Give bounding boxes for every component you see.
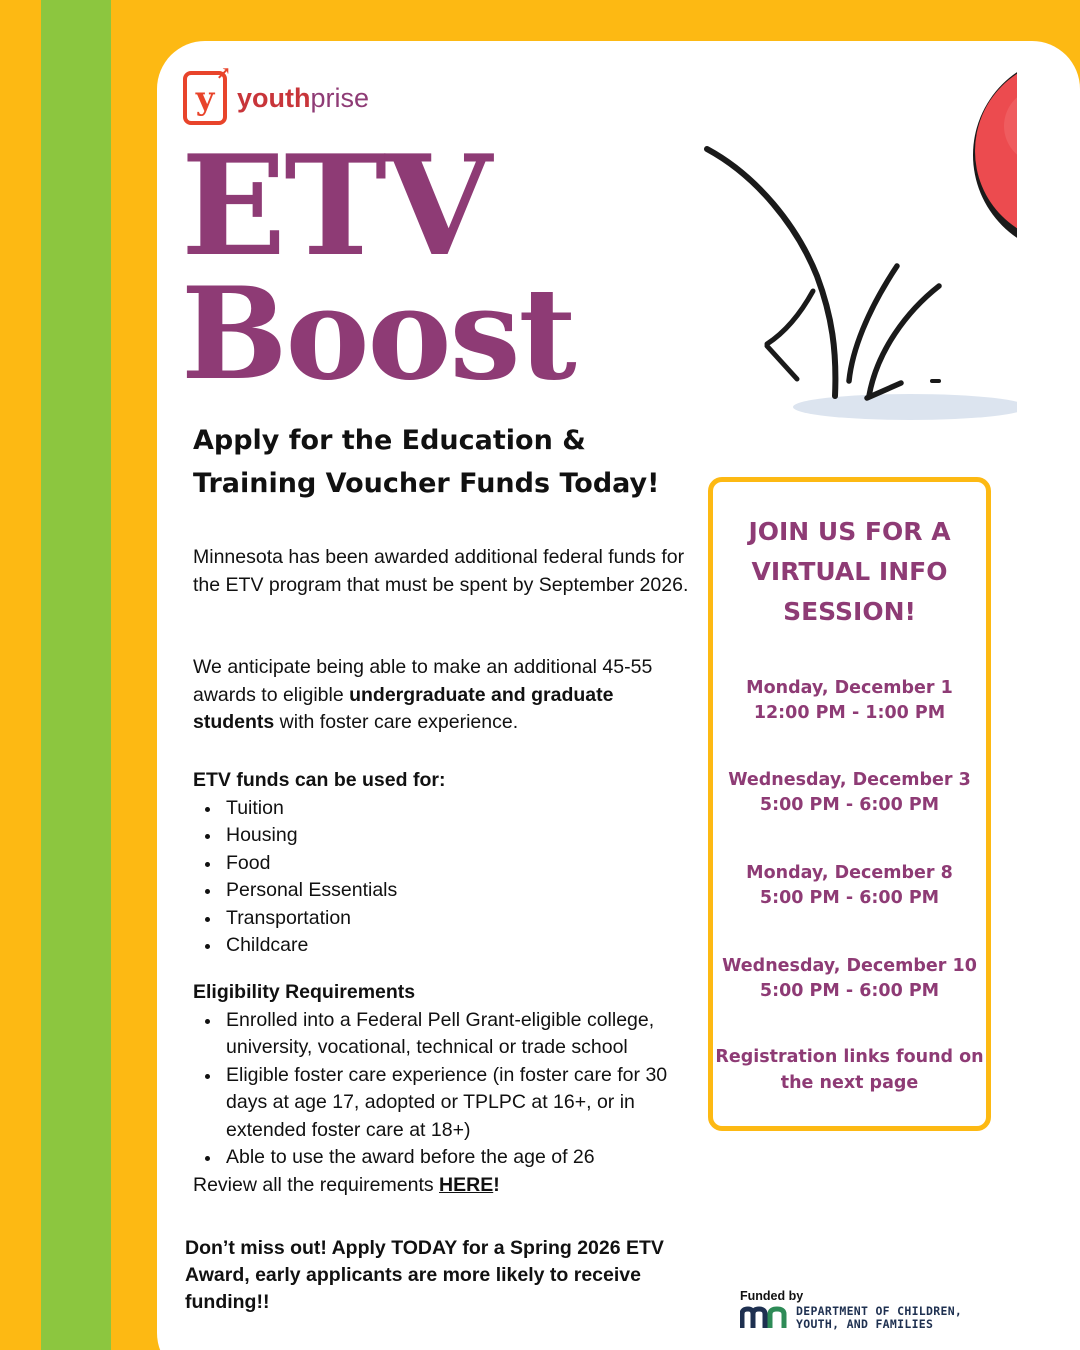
fund-uses-section (193, 767, 693, 960)
session-item: Wednesday, December 10 5:00 PM - 6:00 PM (722, 956, 977, 1001)
fund-uses-title: ETV funds can be used for: (193, 769, 446, 791)
fund-uses-list (193, 795, 693, 960)
call-to-action: Don’t miss out! Apply TODAY for a Spring 2026 ETV Award, early applicants are more likely to receive funding!! (185, 1237, 664, 1313)
funded-by-label: Funded by (740, 1289, 804, 1303)
review-requirements: Review all the requirements HERE! (193, 1173, 500, 1196)
list-item: Food (193, 850, 693, 878)
headline: Apply for the Education & Training Voucher Funds Today! (193, 425, 660, 499)
intro-paragraph: Minnesota has been awarded additional federal funds for the ETV program that must be spent by September 2026. (193, 546, 689, 596)
mn-state-logo-icon (740, 1306, 790, 1330)
list-item: Tuition (193, 795, 693, 823)
ball-shadow (793, 394, 1017, 420)
list-item: Transportation (193, 905, 693, 933)
flyer-card (157, 41, 1080, 1350)
list-item: Enrolled into a Federal Pell Grant-eligible college, university, vocational, technical or trade school (193, 1007, 703, 1062)
title-line-1: ETV (181, 124, 490, 287)
eligibility-section (193, 979, 703, 1199)
session-item: Wednesday, December 3 5:00 PM - 6:00 PM (728, 770, 971, 815)
list-item: Able to use the award before the age of 26 (193, 1144, 703, 1172)
department-name: DEPARTMENT OF CHILDREN, YOUTH, AND FAMILIES (796, 1304, 963, 1331)
title-line-2: Boost (181, 260, 575, 408)
green-stripe (41, 0, 111, 1350)
session-item: Monday, December 8 5:00 PM - 6:00 PM (746, 863, 953, 908)
list-item: Housing (193, 822, 693, 850)
session-item: Monday, December 1 12:00 PM - 1:00 PM (746, 678, 953, 723)
youthprise-logo-icon: y ↗ (183, 71, 227, 125)
logo-wordmark: youthprise (237, 82, 370, 113)
bouncing-ball-illustration (587, 61, 1017, 421)
eligibility-title: Eligibility Requirements (193, 981, 416, 1003)
list-item: Childcare (193, 932, 693, 960)
info-session-box (708, 477, 991, 1131)
requirements-link[interactable]: HERE (439, 1173, 494, 1196)
list-item: Eligible foster care experience (in foster care for 30 days at age 17, adopted or TPLPC at 16+, or in extended foster care at 18+) (193, 1062, 703, 1145)
eligibility-list (193, 1007, 703, 1172)
youthprise-logo (183, 63, 370, 125)
info-session-heading: JOIN US FOR A VIRTUAL INFO SESSION! (748, 517, 951, 626)
list-item: Personal Essentials (193, 877, 693, 905)
registration-note: Registration links found on the next page (715, 1047, 984, 1093)
awards-paragraph: We anticipate being able to make an additional 45-55 awards to eligible undergraduate and graduate students with foster care experience. (193, 656, 653, 733)
motion-lines (707, 149, 939, 398)
red-ball (973, 61, 1017, 255)
funder-credit (740, 1289, 962, 1331)
